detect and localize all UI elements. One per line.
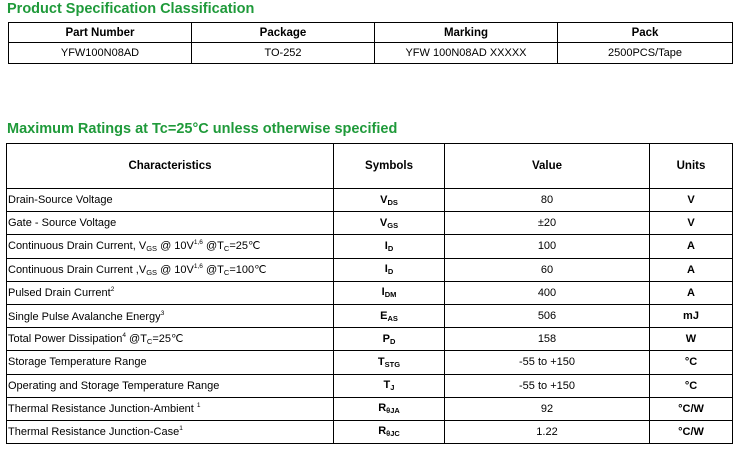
symbol-cell [334, 258, 445, 281]
unit-cell: A [650, 235, 733, 258]
characteristic-cell [7, 397, 334, 420]
characteristic-text: C [223, 244, 230, 254]
unit-cell: °C/W [650, 420, 733, 443]
characteristic-cell [7, 189, 334, 212]
value-cell: 60 [445, 258, 650, 281]
characteristic-text: Operating and Storage Temperature Range [8, 379, 220, 392]
value-cell: 80 [445, 189, 650, 212]
header-marking: Marking [375, 23, 558, 43]
value-cell: 92 [445, 397, 650, 420]
symbol-subscript: θJC [386, 429, 400, 439]
symbol-text: V [379, 216, 388, 229]
characteristic-text: Thermal Resistance Junction-Ambient [8, 403, 197, 416]
symbol-subscript: STG [384, 359, 401, 369]
symbol-subscript: J [390, 383, 395, 393]
characteristic-cell [7, 328, 334, 351]
characteristic-text: @T [202, 240, 224, 253]
symbol-text: I [381, 286, 385, 299]
value-cell: -55 to +150 [445, 374, 650, 397]
unit-cell: V [650, 189, 733, 212]
symbol-cell [334, 189, 445, 212]
characteristic-cell [7, 258, 334, 281]
characteristic-cell [7, 304, 334, 327]
symbol-text: I [384, 239, 388, 252]
unit-cell: W [650, 328, 733, 351]
spec-table [8, 22, 733, 64]
header-value: Value [445, 144, 650, 189]
ratings-table [6, 143, 733, 444]
unit-cell: °C/W [650, 397, 733, 420]
value-cell: 158 [445, 328, 650, 351]
characteristic-cell [7, 420, 334, 443]
table-row [7, 235, 733, 258]
characteristic-text: 2 [110, 286, 115, 294]
characteristic-text: Thermal Resistance Junction-Case [8, 426, 180, 439]
characteristic-text: C [223, 267, 230, 277]
value-cell: 506 [445, 304, 650, 327]
symbol-text: R [378, 402, 387, 415]
characteristic-cell [7, 281, 334, 304]
spec-title: Product Specification Classification [7, 1, 255, 17]
symbol-subscript: D [389, 336, 396, 346]
value-cell: 100 [445, 235, 650, 258]
symbol-text: V [380, 193, 388, 206]
table-row [7, 374, 733, 397]
table-row [7, 420, 733, 443]
table-row [7, 304, 733, 327]
characteristic-cell [7, 351, 334, 374]
characteristic-text: GS [146, 244, 158, 254]
characteristic-cell [7, 374, 334, 397]
marking: YFW 100N08AD XXXXX [375, 43, 558, 64]
symbol-subscript: DS [387, 197, 398, 207]
ratings-title: Maximum Ratings at Tc=25°C unless otherwise specified [7, 121, 398, 137]
unit-cell: mJ [650, 304, 733, 327]
symbol-text: R [378, 425, 387, 438]
symbol-subscript: D [387, 243, 394, 253]
characteristic-text: C [146, 337, 153, 347]
value-cell: 400 [445, 281, 650, 304]
symbol-subscript: GS [387, 220, 399, 230]
header-units: Units [650, 144, 733, 189]
characteristic-text: 1,6 [193, 239, 203, 247]
symbol-cell [334, 374, 445, 397]
characteristic-text: GS [146, 267, 158, 277]
symbol-text: T [377, 355, 385, 368]
characteristic-text: Pulsed Drain Current [8, 287, 111, 300]
spec-row [9, 43, 733, 64]
symbol-subscript: θJA [386, 406, 400, 416]
table-row [7, 189, 733, 212]
symbol-cell [334, 235, 445, 258]
characteristic-text: @T [202, 263, 224, 276]
characteristic-text: 1 [196, 402, 201, 410]
characteristic-text: @ 10V [157, 263, 194, 276]
symbol-cell [334, 304, 445, 327]
table-row [7, 258, 733, 281]
unit-cell: V [650, 212, 733, 235]
table-row [7, 351, 733, 374]
value-cell: -55 to +150 [445, 351, 650, 374]
table-row [7, 281, 733, 304]
pack: 2500PCS/Tape [558, 43, 733, 64]
symbol-text: E [380, 309, 388, 322]
unit-cell: A [650, 281, 733, 304]
symbol-text: P [382, 332, 390, 345]
characteristic-text: 1 [179, 425, 183, 433]
header-pack: Pack [558, 23, 733, 43]
characteristic-text: =25℃ [229, 240, 261, 253]
characteristic-text: Total Power Dissipation [8, 333, 123, 346]
unit-cell: °C [650, 374, 733, 397]
symbol-subscript: DM [384, 290, 397, 300]
characteristic-cell [7, 212, 334, 235]
value-cell: ±20 [445, 212, 650, 235]
spec-header-row [9, 23, 733, 43]
header-package: Package [192, 23, 375, 43]
unit-cell: A [650, 258, 733, 281]
table-row [7, 397, 733, 420]
symbol-text: I [384, 263, 388, 276]
part-number: YFW100N08AD [9, 43, 192, 64]
symbol-cell [334, 328, 445, 351]
characteristic-text: Continuous Drain Current ,V [8, 263, 147, 276]
unit-cell: °C [650, 351, 733, 374]
ratings-header-row [7, 144, 733, 189]
characteristic-text: Storage Temperature Range [8, 356, 147, 369]
package: TO-252 [192, 43, 375, 64]
symbol-cell [334, 397, 445, 420]
table-row [7, 328, 733, 351]
table-row [7, 212, 733, 235]
header-symbols: Symbols [334, 144, 445, 189]
symbol-cell [334, 420, 445, 443]
symbol-subscript: D [387, 267, 394, 277]
characteristic-text: Gate - Source Voltage [8, 217, 117, 230]
characteristic-text: Continuous Drain Current, V [8, 240, 147, 253]
characteristic-text: @T [125, 333, 147, 346]
characteristic-text: =100℃ [229, 263, 267, 276]
characteristic-text: =25℃ [152, 333, 184, 346]
characteristic-text: Drain-Source Voltage [8, 194, 113, 207]
symbol-cell [334, 351, 445, 374]
symbol-cell [334, 212, 445, 235]
characteristic-text: 4 [122, 332, 126, 340]
symbol-subscript: AS [387, 313, 398, 323]
header-part-number: Part Number [9, 23, 192, 43]
characteristic-cell [7, 235, 334, 258]
characteristic-text: 1,6 [193, 262, 203, 270]
characteristic-text: 3 [160, 309, 165, 317]
characteristic-text: Single Pulse Avalanche Energy [8, 310, 161, 323]
symbol-cell [334, 281, 445, 304]
characteristic-text: @ 10V [157, 240, 194, 253]
header-characteristics: Characteristics [7, 144, 334, 189]
value-cell: 1.22 [445, 420, 650, 443]
symbol-text: T [383, 379, 391, 392]
